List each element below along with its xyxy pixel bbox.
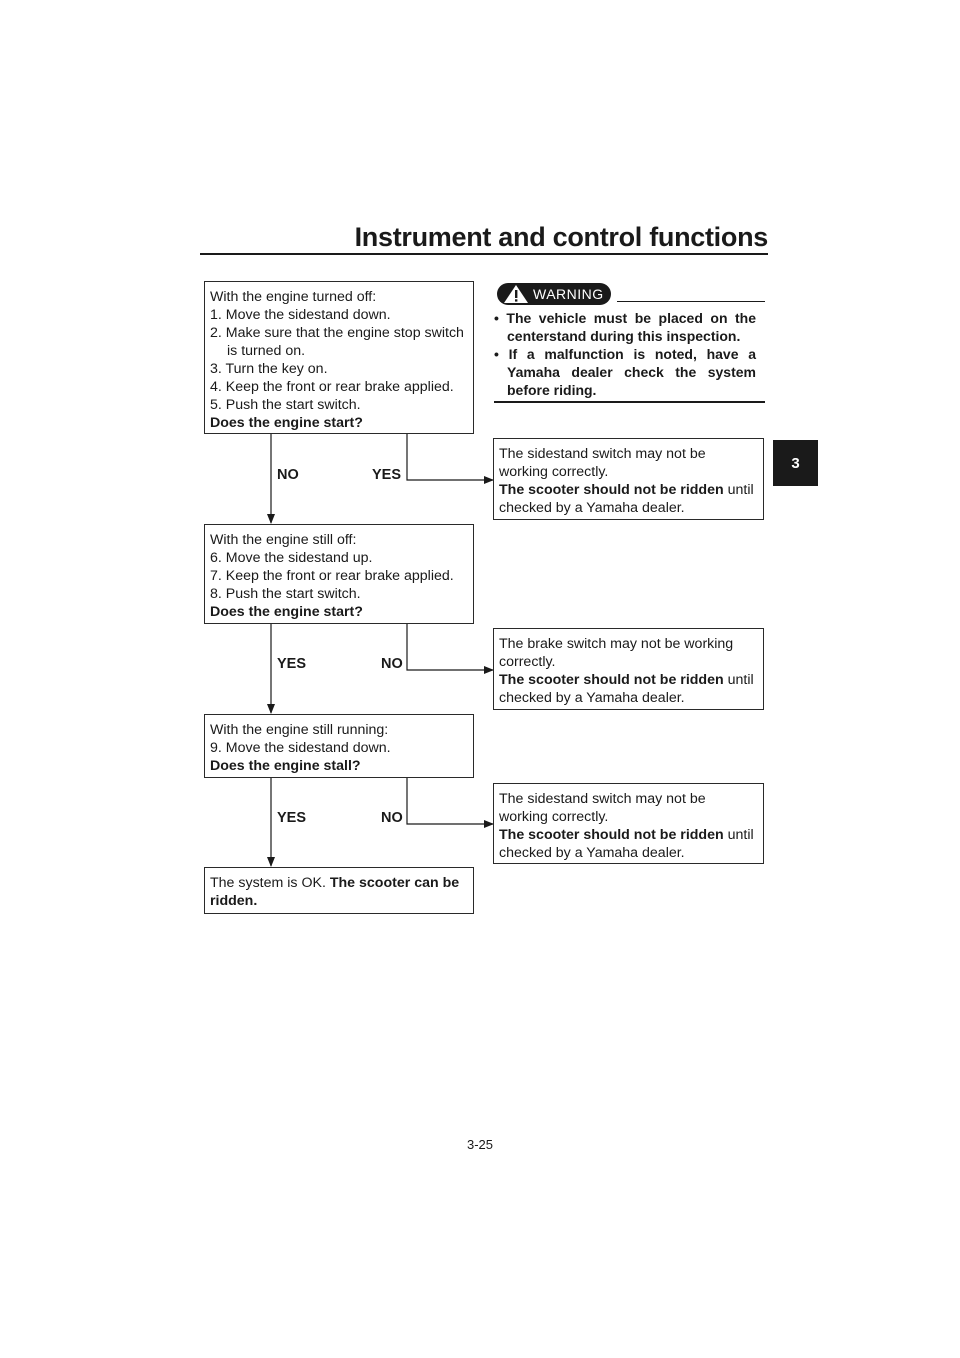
step2-line: 8. Push the start switch. xyxy=(210,586,361,602)
result3-line: The sidestand switch may not be xyxy=(499,791,706,807)
result3-line: The scooter should not be ridden until xyxy=(499,827,754,843)
result3-line: working correctly. xyxy=(499,809,609,825)
page-number: 3-25 xyxy=(466,1137,494,1152)
result1-line: The scooter should not be ridden until xyxy=(499,482,754,498)
arrow-step2-to-result2 xyxy=(407,624,493,670)
step2-line: 7. Keep the front or rear brake applied. xyxy=(210,568,454,584)
step1-line: With the engine turned off: xyxy=(210,289,377,305)
result2-line: The brake switch may not be working xyxy=(499,636,734,652)
step2-no-label: NO xyxy=(381,656,403,672)
step3-box xyxy=(204,714,474,778)
step1-box xyxy=(204,281,474,434)
step2-box xyxy=(204,524,474,624)
warning-text xyxy=(494,309,756,399)
arrow-step3-to-result3 xyxy=(407,778,493,824)
result2-box xyxy=(493,628,764,710)
final-line: The system is OK. The scooter can be xyxy=(210,875,460,891)
result2-line: The scooter should not be ridden until xyxy=(499,672,754,688)
warning-rule-bottom xyxy=(494,401,765,403)
step2-yes-label: YES xyxy=(277,656,307,672)
step3-no-label: NO xyxy=(381,810,403,826)
warning-rule-top xyxy=(617,301,765,302)
page-title: Instrument and control functions xyxy=(354,222,768,252)
step2-line: With the engine still off: xyxy=(210,532,357,548)
step1-line: 4. Keep the front or rear brake applied. xyxy=(210,379,454,395)
warning-item: • If a malfunction is noted, have a Yamaha dealer check the system before riding. xyxy=(494,346,756,398)
result1-box xyxy=(493,438,764,520)
step2-question: Does the engine start? xyxy=(210,604,363,620)
step1-line: 3. Turn the key on. xyxy=(210,361,328,377)
step1-no-label: NO xyxy=(277,467,299,483)
step3-line: 9. Move the sidestand down. xyxy=(210,740,391,756)
warning-triangle-icon xyxy=(503,284,529,304)
result3-line: checked by a Yamaha dealer. xyxy=(499,845,685,861)
result1-line: The sidestand switch may not be xyxy=(499,446,706,462)
step2-line: 6. Move the sidestand up. xyxy=(210,550,373,566)
warning-item: • The vehicle must be placed on the centerstand during this inspection. xyxy=(494,310,756,344)
step3-yes-label: YES xyxy=(277,810,307,826)
step3-question: Does the engine stall? xyxy=(210,758,361,774)
final-box xyxy=(204,867,474,914)
step3-line: With the engine still running: xyxy=(210,722,389,738)
result1-line: working correctly. xyxy=(499,464,609,480)
step1-yes-label: YES xyxy=(372,467,402,483)
step1-line: 2. Make sure that the engine stop switch xyxy=(210,325,464,341)
step1-line: 1. Move the sidestand down. xyxy=(210,307,391,323)
arrow-step1-to-result1 xyxy=(407,434,493,480)
result2-line: correctly. xyxy=(499,654,556,670)
result1-line: checked by a Yamaha dealer. xyxy=(499,500,685,516)
result2-line: checked by a Yamaha dealer. xyxy=(499,690,685,706)
warning-label: WARNING xyxy=(533,286,604,302)
final-line: ridden. xyxy=(210,893,258,909)
step1-line: is turned on. xyxy=(227,343,306,359)
step1-line: 5. Push the start switch. xyxy=(210,397,361,413)
step1-question: Does the engine start? xyxy=(210,415,363,431)
warning-badge xyxy=(497,283,611,305)
chapter-tab: 3 xyxy=(773,440,818,486)
result3-box xyxy=(493,783,764,864)
